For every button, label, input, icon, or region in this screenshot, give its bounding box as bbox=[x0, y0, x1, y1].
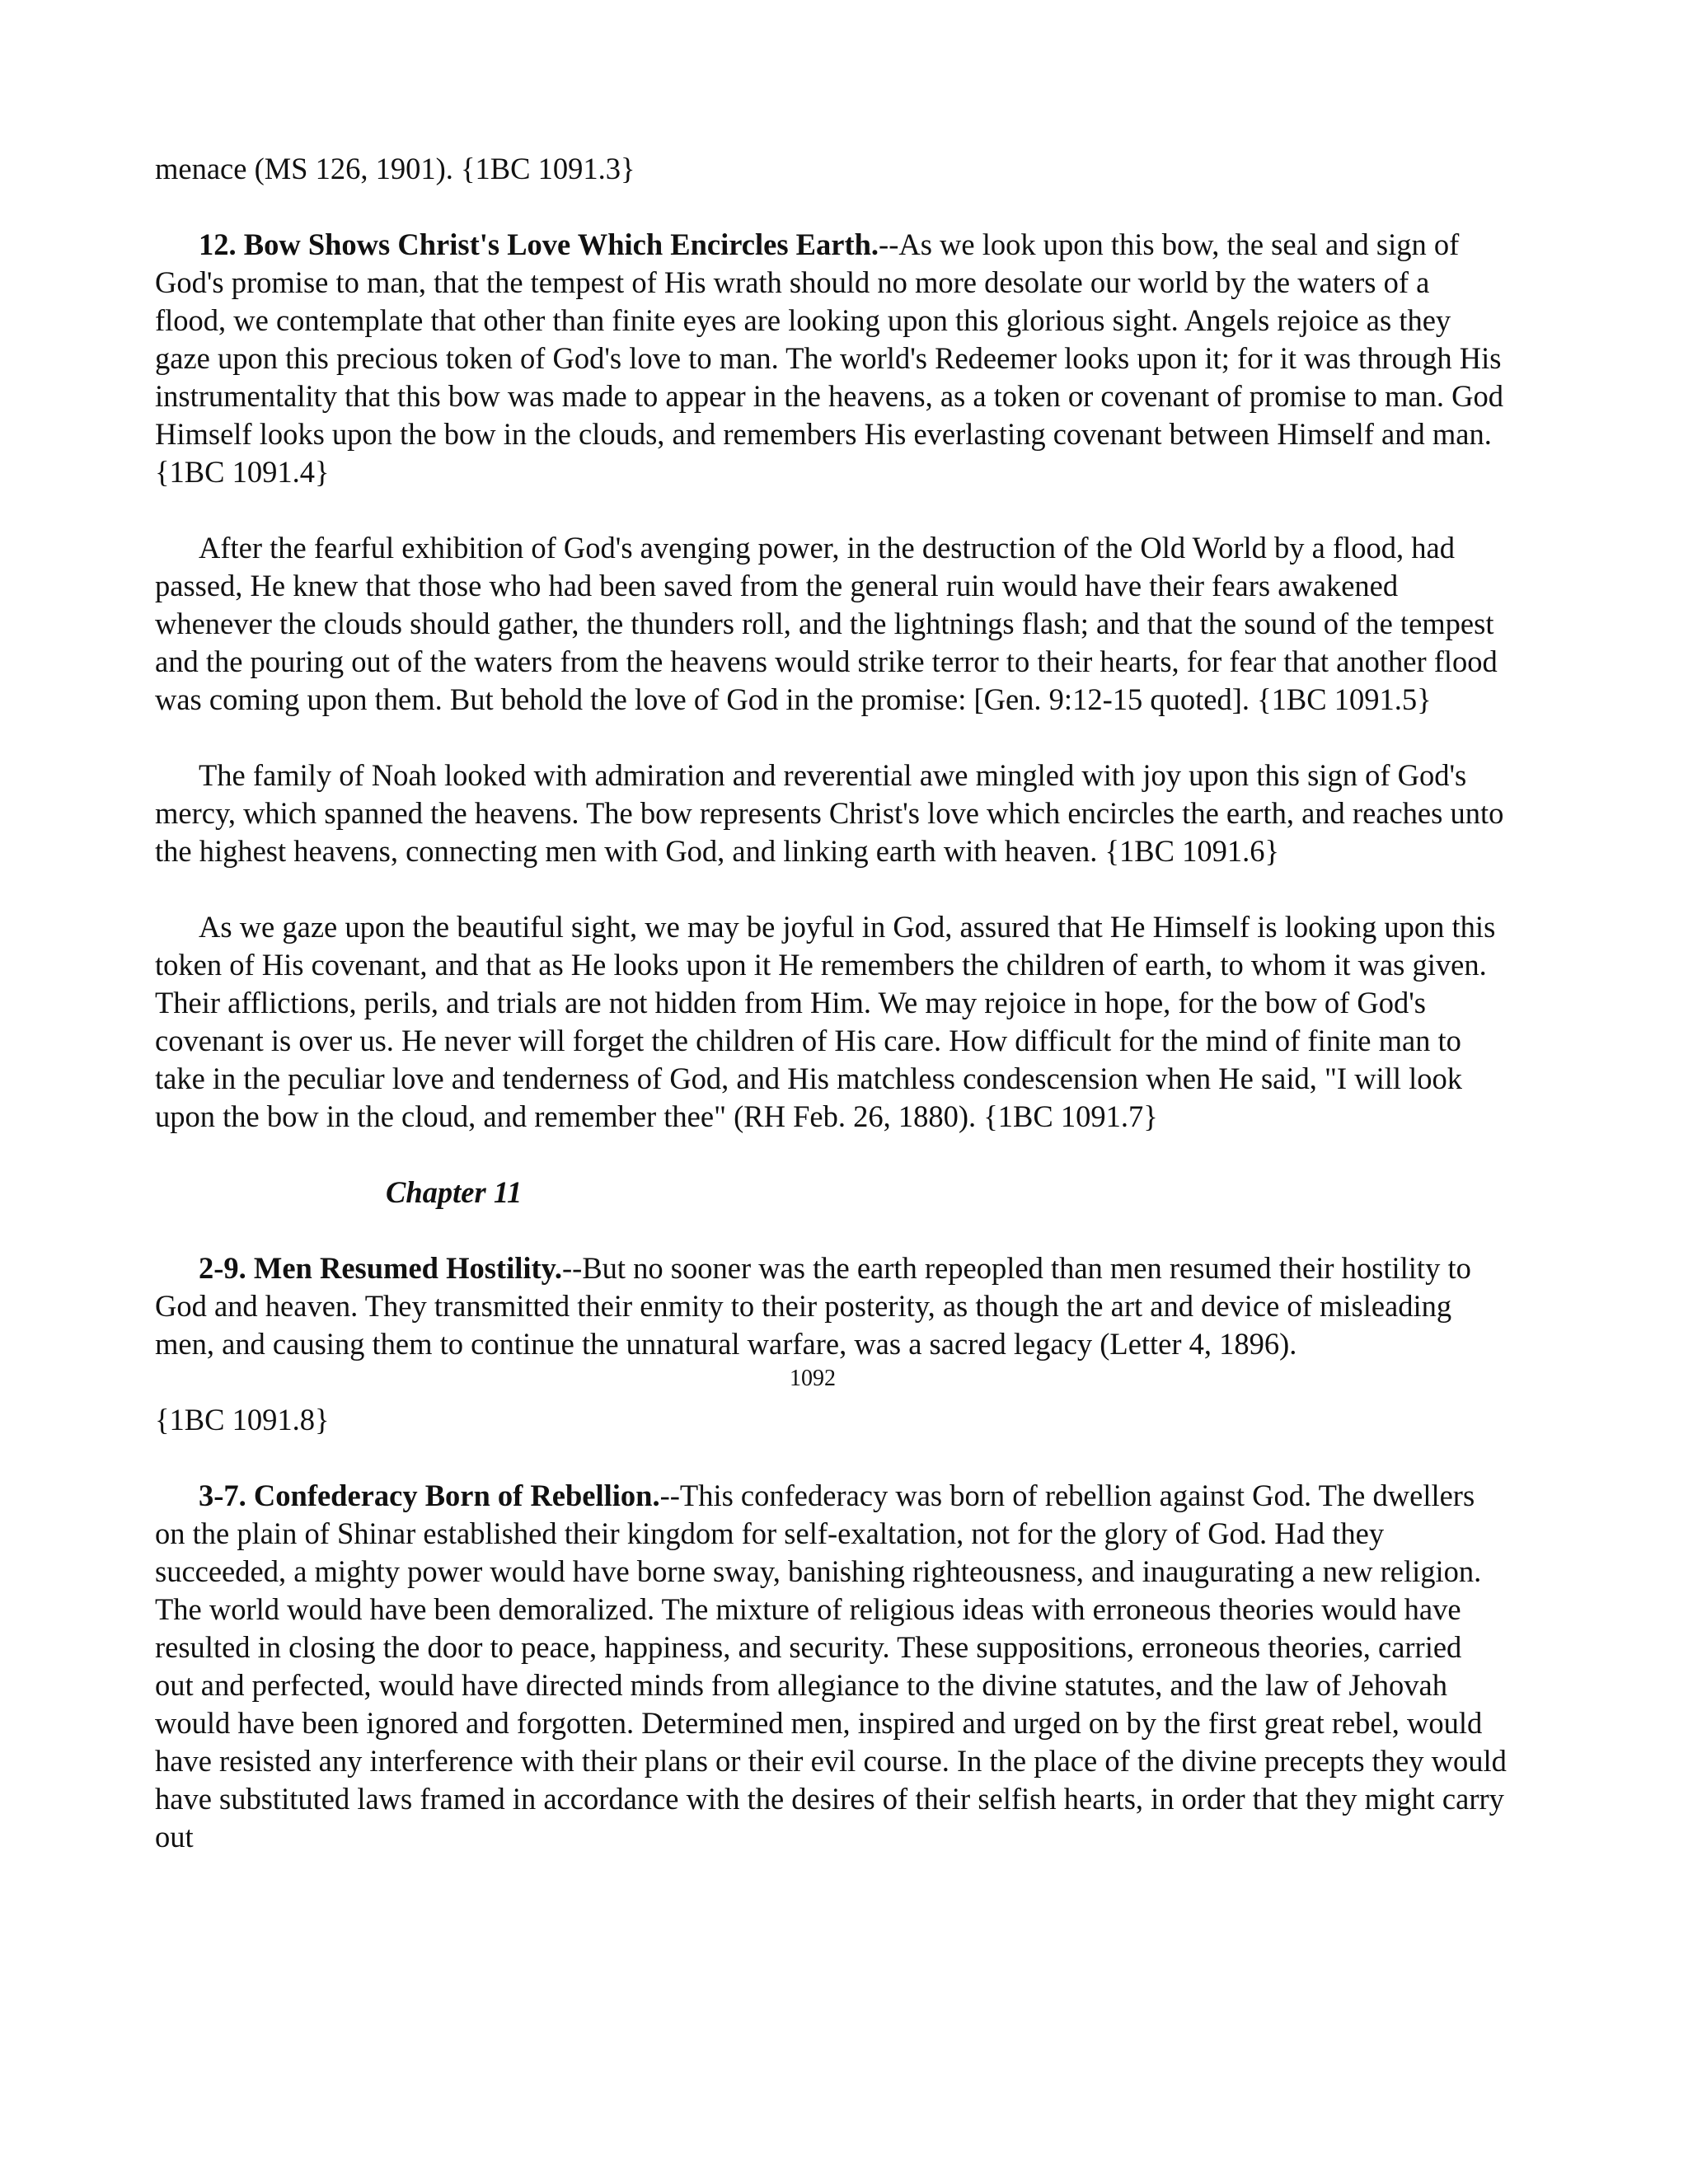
paragraph-reference: {1BC 1091.3} bbox=[461, 152, 635, 185]
paragraph-1091-7 bbox=[155, 908, 1507, 1136]
paragraph-text: --As we look upon this bow, the seal and sign of God's promise to man, that the tempest of His wrath should no more desolate our world by the waters of a flood, we contemplate that other than finite eyes are looking upon this glorious sight. Angels rejoice as they gaze upon this precious token of God's love to man. The world's Redeemer looks upon it; for it was through His instrumentality that this bow was made to appear in the heavens, as a token or covenant of promise to man. God Himself looks upon the bow in the clouds, and remembers His everlasting covenant between Himself and man. bbox=[155, 227, 1503, 451]
chapter-heading: Chapter 11 bbox=[386, 1175, 523, 1209]
paragraph-heading: 12. Bow Shows Christ's Love Which Encircles Earth. bbox=[199, 227, 879, 261]
paragraph-spacer bbox=[155, 491, 1507, 529]
paragraph-1091-8 bbox=[155, 1249, 1507, 1363]
paragraph-spacer bbox=[155, 719, 1507, 757]
paragraph-1091-4 bbox=[155, 226, 1507, 491]
paragraph-1091-6 bbox=[155, 757, 1507, 870]
paragraph-1091-5 bbox=[155, 529, 1507, 719]
paragraph-text: --But no sooner was the earth repeopled than men resumed their hostility to God and heaven. They transmitted their enmity to their posterity, as though the art and device of misleading men, and causing them to continue the unnatural warfare, was a sacred legacy (Letter 4, 1896). bbox=[155, 1251, 1471, 1361]
paragraph-reference: {1BC 1091.5} bbox=[1257, 682, 1432, 716]
paragraph-reference: {1BC 1091.6} bbox=[1104, 834, 1279, 868]
paragraph-heading: 3-7. Confederacy Born of Rebellion. bbox=[199, 1479, 660, 1512]
paragraph-heading: 2-9. Men Resumed Hostility. bbox=[199, 1251, 563, 1285]
paragraph-text: After the fearful exhibition of God's avenging power, in the destruction of the Old World by a flood, had passed, He knew that those who had been saved from the general ruin would have their fears awakened whenever the clouds should gather, the thunders roll, and the lightnings flash; and that the sound of the tempest and the pouring out of the waters from the heavens would strike terror to their hearts, for fear that another flood was coming upon them. But behold the love of God in the promise: [Gen. 9:12-15 quoted]. bbox=[155, 531, 1498, 716]
document-page bbox=[155, 150, 1507, 1856]
paragraph-text: menace (MS 126, 1901). bbox=[155, 152, 453, 185]
paragraph-1091-3 bbox=[155, 150, 1507, 188]
paragraph-spacer bbox=[155, 1212, 1507, 1249]
paragraph-reference-1091-8 bbox=[155, 1401, 1507, 1439]
paragraph-spacer bbox=[155, 1136, 1507, 1174]
page-number: 1092 bbox=[790, 1366, 836, 1391]
paragraph-reference: {1BC 1091.4} bbox=[155, 455, 330, 489]
paragraph-reference: {1BC 1091.7} bbox=[983, 1099, 1158, 1133]
paragraph-reference: {1BC 1091.8} bbox=[155, 1403, 330, 1436]
paragraph-text: The family of Noah looked with admiration and reverential awe mingled with joy upon this sign of God's mercy, which spanned the heavens. The bow represents Christ's love which encircles the earth, and reaches unto the highest heavens, connecting men with God, and linking earth with heaven. bbox=[155, 758, 1504, 868]
paragraph-1092-1 bbox=[155, 1477, 1507, 1856]
paragraph-text: As we gaze upon the beautiful sight, we may be joyful in God, assured that He Himself is looking upon this token of His covenant, and that as He looks upon it He remembers the children of earth, to whom it was given. Their afflictions, perils, and trials are not hidden from Him. We may rejoice in hope, for the bow of God's covenant is over us. He never will forget the children of His care. How difficult for the mind of finite man to take in the peculiar love and tenderness of God, and His matchless condescension when He said, "I will look upon the bow in the cloud, and remember thee" (RH Feb. 26, 1880). bbox=[155, 910, 1496, 1133]
paragraph-spacer bbox=[155, 870, 1507, 908]
paragraph-spacer bbox=[155, 188, 1507, 226]
paragraph-spacer bbox=[155, 1439, 1507, 1477]
paragraph-text: --This confederacy was born of rebellion against God. The dwellers on the plain of Shinar established their kingdom for self-exaltation, not for the glory of God. Had they succeeded, a mighty power would have borne sway, banishing righteousness, and inaugurating a new religion. The world would have been demoralized. The mixture of religious ideas with erroneous theories would have resulted in closing the door to peace, happiness, and security. These suppositions, erroneous theories, carried out and perfected, would have directed minds from allegiance to the divine statutes, and the law of Jehovah would have been ignored and forgotten. Determined men, inspired and urged on by the first great rebel, would have resisted any interference with their plans or their evil course. In the place of the divine precepts they would have substituted laws framed in accordance with the desires of their selfish hearts, in order that they might carry out bbox=[155, 1479, 1507, 1854]
